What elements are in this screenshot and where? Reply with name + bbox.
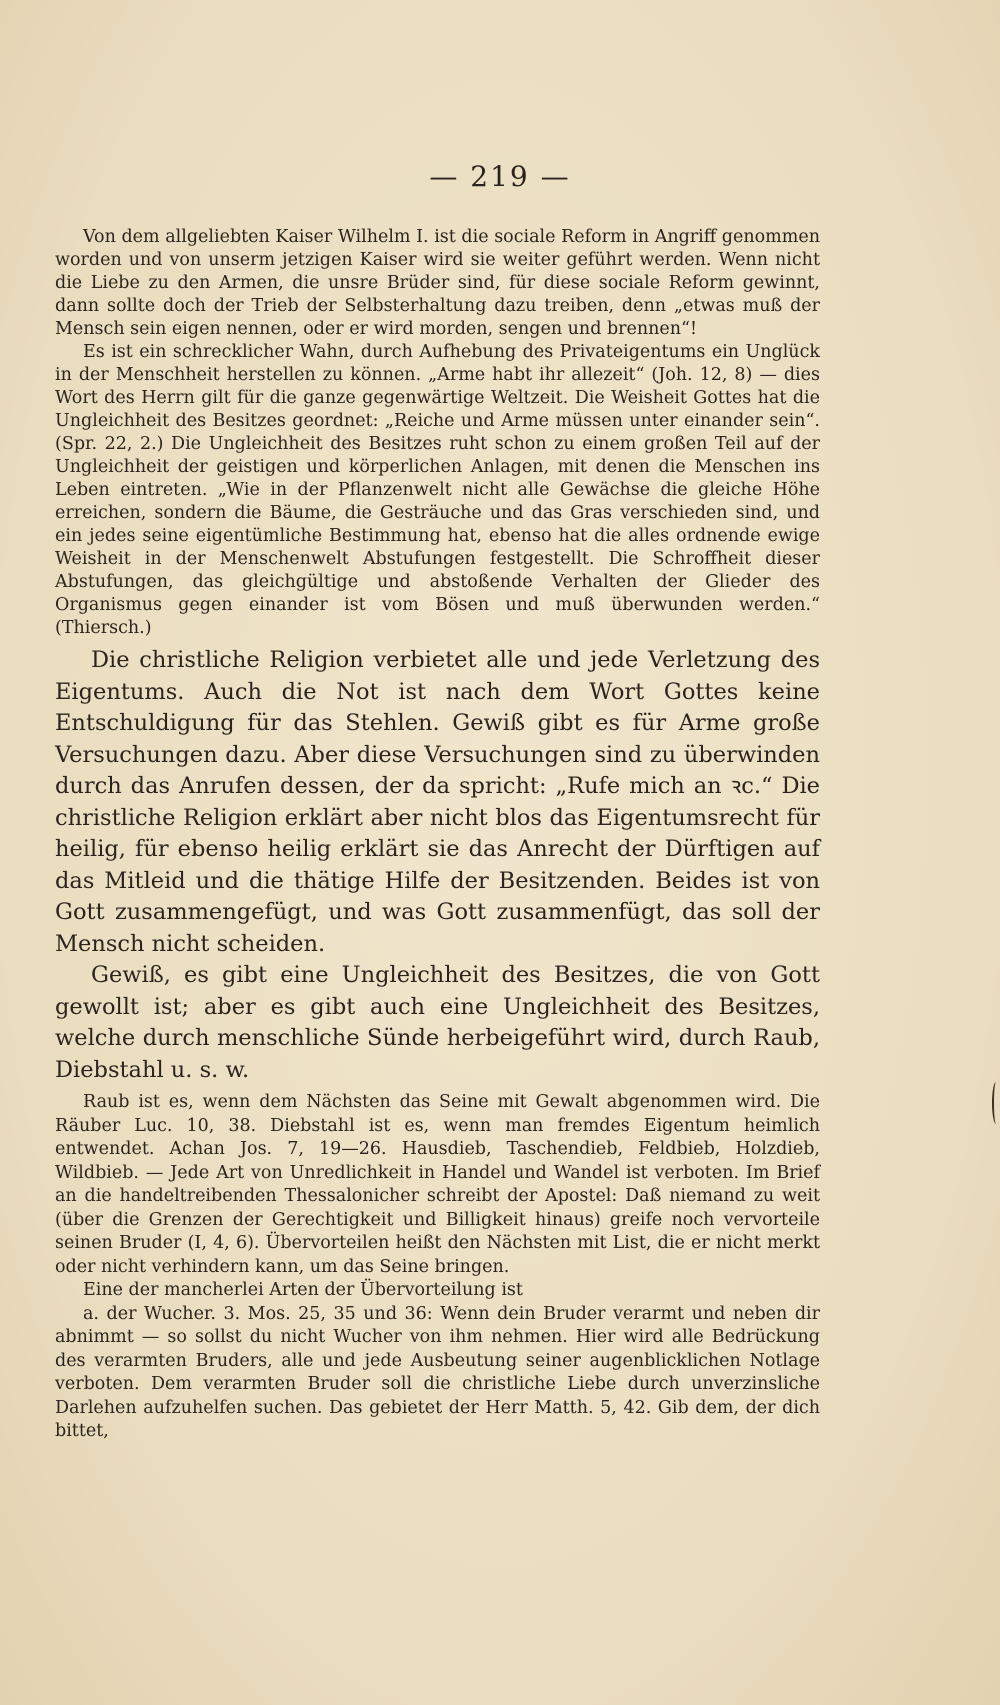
- paragraph: Die christliche Religion verbietet alle und jede Verletzung des Eigentums. Auch die Not ist nach dem Wort Gottes keine Entschuldigung für das Stehlen. Gewiß gibt es für Arme große Versuchungen dazu. Aber diese Versuchungen sind zu überwinden durch das Anrufen dessen, der da spricht: „Rufe mich an ꝛc.“ Die christliche Religion erklärt aber nicht blos das Eigentumsrecht für heilig, für ebenso heilig erklärt sie das Anrecht der Dürftigen auf das Mitleid und die thätige Hilfe der Besitzenden. Beides ist von Gott zusammengefügt, und was Gott zusammenfügt, das soll der Mensch nicht scheiden.: [55, 647, 820, 957]
- paragraph: Gewiß, es gibt eine Ungleichheit des Besitzes, die von Gott gewollt ist; aber es gibt auch eine Ungleichheit des Besitzes, welche durch menschliche Sünde herbeigeführt wird, durch Raub, Diebstahl u. s. w.: [55, 962, 820, 1083]
- section-small-1: [55, 226, 820, 640]
- paragraph: Raub ist es, wenn dem Nächsten das Seine mit Gewalt abgenommen wird. Die Räuber Luc. 10, 38. Diebstahl ist es, wenn man fremdes Eigentum heimlich entwendet. Achan Jos. 7, 19—26. Hausdieb, Taschendieb, Feldbieb, Holzdieb, Wildbieb. — Jede Art von Unredlichkeit in Handel und Wandel ist verboten. Im Brief an die handeltreibenden Thessalonicher schreibt der Apostel: Daß niemand zu weit (über die Grenzen der Gerechtigkeit und Billigkeit hinaus) greife noch vervorteile seinen Bruder (I, 4, 6). Übervorteilen heißt den Nächsten mit List, die er nicht merkt oder nicht verhindern kann, um das Seine bringen.: [55, 1092, 820, 1277]
- page-number: — 219 —: [429, 160, 571, 193]
- page-edge-mark: [992, 1082, 1000, 1124]
- paragraph: Von dem allgeliebten Kaiser Wilhelm I. ist die sociale Reform in Angriff genommen worden und von unserm jetzigen Kaiser wird sie weiter geführt werden. Wenn nicht die Liebe zu den Armen, die unsre Brüder sind, für diese sociale Reform gewinnt, dann sollte doch der Trieb der Selbsterhaltung dazu treiben, denn „etwas muß der Mensch sein eigen nennen, oder er wird morden, sengen und brennen“!: [55, 227, 820, 339]
- page-body: [55, 226, 820, 1444]
- section-large: [55, 645, 820, 1086]
- section-small-2: [55, 1091, 820, 1444]
- paragraph: Eine der mancherlei Arten der Übervorteilung ist: [83, 1280, 523, 1300]
- paragraph: a. der Wucher. 3. Mos. 25, 35 und 36: Wenn dein Bruder verarmt und neben dir abnimmt — so sollst du nicht Wucher von ihm nehmen. Hier wird alle Bedrückung des verarmten Bruders, alle und jede Ausbeutung seiner augenblicklichen Notlage verboten. Dem verarmten Bruder soll die christliche Liebe durch unverzinsliche Darlehen aufzuhelfen suchen. Das gebietet der Herr Matth. 5, 42. Gib dem, der dich bittet,: [55, 1303, 820, 1441]
- paragraph: Es ist ein schrecklicher Wahn, durch Aufhebung des Privateigentums ein Unglück in der Menschheit herstellen zu können. „Arme habt ihr allezeit“ (Joh. 12, 8) — dies Wort des Herrn gilt für die ganze gegenwärtige Weltzeit. Die Weisheit Gottes hat die Ungleichheit des Besitzes geordnet: „Reiche und Arme müssen unter einander sein“. (Spr. 22, 2.) Die Ungleichheit des Besitzes ruht schon zu einem großen Teil auf der Ungleichheit der geistigen und körperlichen Anlagen, mit denen die Menschen ins Leben eintreten. „Wie in der Pflanzenwelt nicht alle Gewächse die gleiche Höhe erreichen, sondern die Bäume, die Gesträuche und das Gras verschieden sind, und ein jedes seine eigentümliche Bestimmung hat, ebenso hat die alles ordnende ewige Weisheit in der Menschenwelt Abstufungen festgestellt. Die Schroffheit dieser Abstufungen, das gleichgültige und abstoßende Verhalten der Glieder des Organismus gegen einander ist vom Bösen und muß überwunden werden.“ (Thiersch.): [55, 342, 820, 638]
